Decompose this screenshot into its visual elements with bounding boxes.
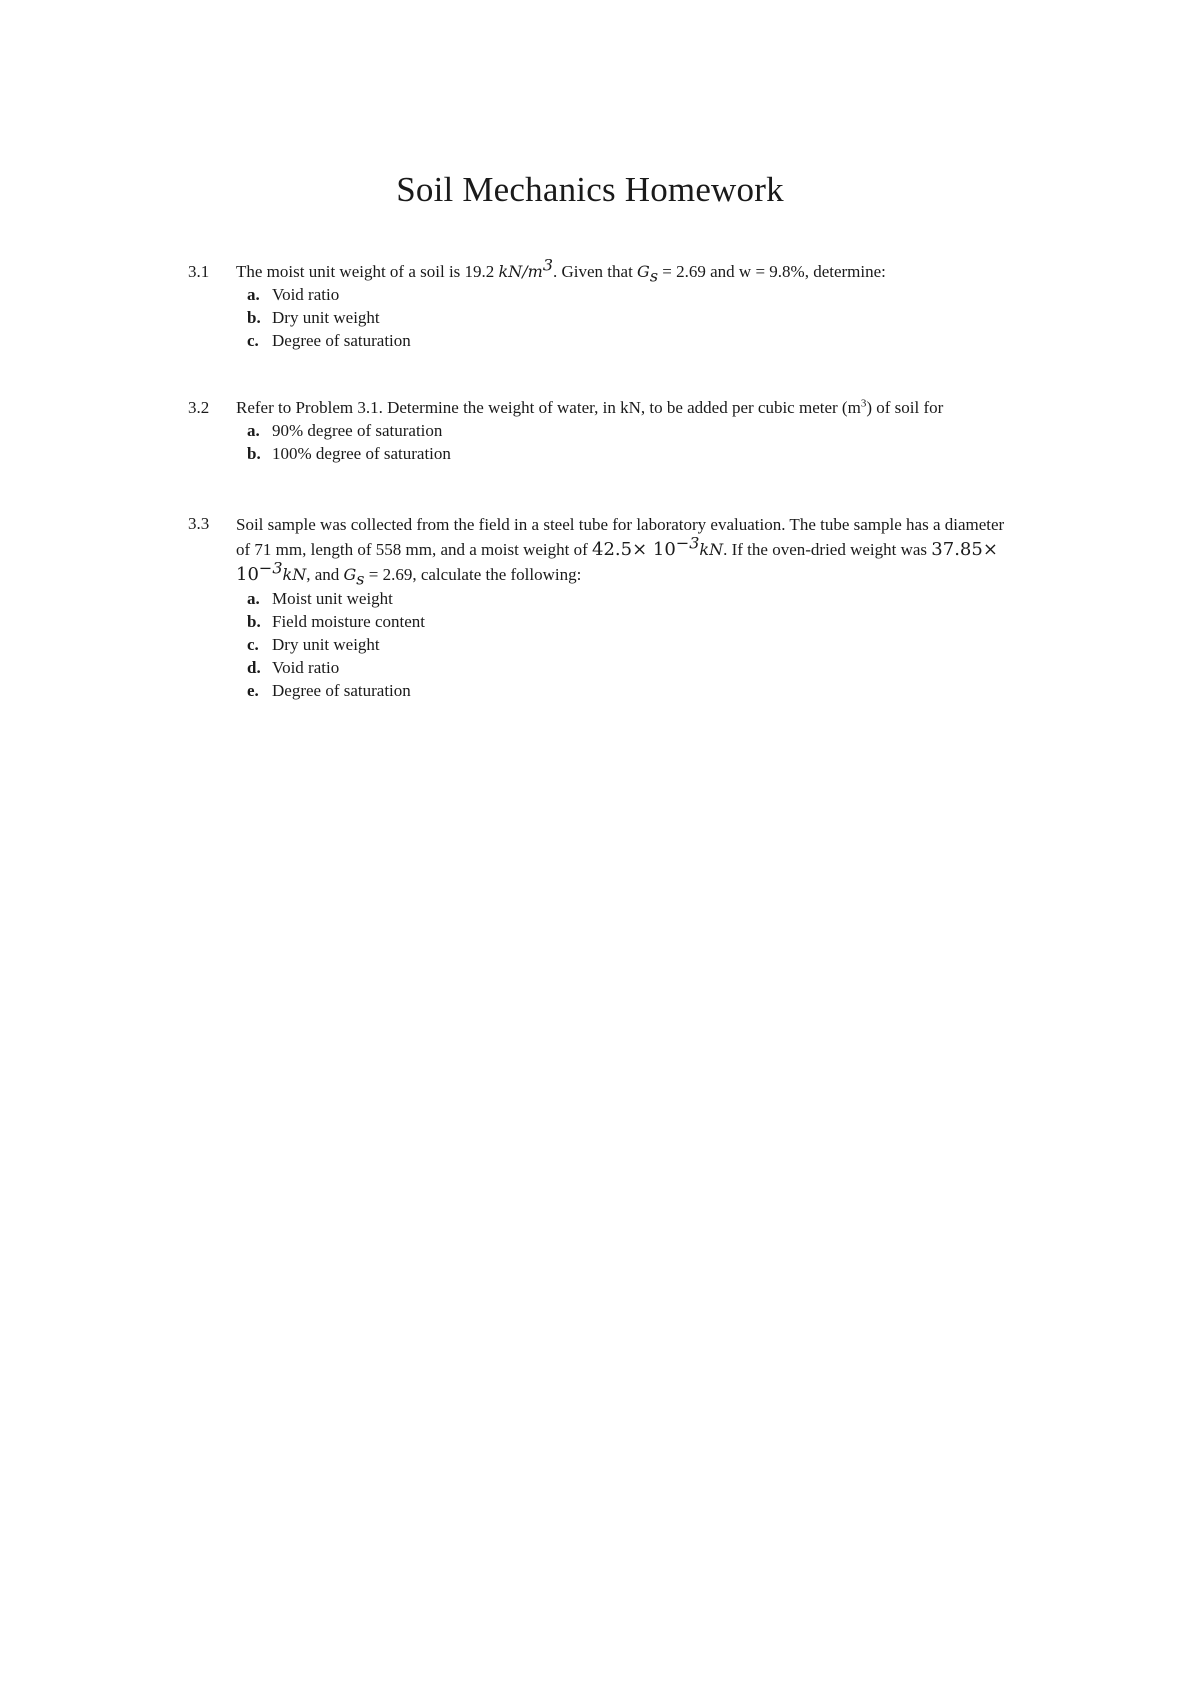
list-item: d. Void ratio bbox=[247, 658, 340, 677]
list-item: a. Moist unit weight bbox=[247, 589, 393, 608]
list-item: c. Degree of saturation bbox=[247, 331, 411, 350]
list-item: b. Dry unit weight bbox=[247, 308, 380, 327]
subitem-list bbox=[188, 419, 1018, 465]
problem-statement: Soil sample was collected from the field in a steel tube for laboratory evaluation. The tube sample has a diameter of 71 mm, length of 558 mm, and a moist weight of $42.5\times 10^{-3}kN$. If the oven-dried weight was $37.85\times 10^{-3}kN$, and $G_s = 2.69$, calculate the following: bbox=[236, 515, 1005, 589]
problem-3-3 bbox=[188, 512, 1018, 702]
list-item: a. 90% degree of saturation bbox=[247, 421, 443, 440]
subitem-list bbox=[188, 283, 1018, 352]
problem-3-1 bbox=[188, 255, 1018, 352]
list-item: b. 100% degree of saturation bbox=[247, 444, 451, 463]
problem-number: 3.2 bbox=[188, 398, 210, 417]
problem-number: 3.1 bbox=[188, 262, 210, 281]
problem-3-2 bbox=[188, 396, 1018, 465]
list-item: e. Degree of saturation bbox=[247, 681, 411, 700]
list-item: c. Dry unit weight bbox=[247, 635, 380, 654]
problem-statement: The moist unit weight of a soil is 19.2 $kN/m^3$. Given that $G_s = 2.69$ and w = 9.8%, determine: bbox=[236, 255, 886, 286]
problem-number: 3.3 bbox=[188, 514, 210, 533]
page-title: Soil Mechanics Homework bbox=[396, 170, 784, 209]
list-item: a. Void ratio bbox=[247, 285, 340, 304]
subitem-list bbox=[188, 587, 1018, 702]
problem-statement: Refer to Problem 3.1. Determine the weight of water, in kN, to be added per cubic meter $(m^3)$ of soil for bbox=[236, 397, 944, 417]
list-item: b. Field moisture content bbox=[247, 612, 425, 631]
